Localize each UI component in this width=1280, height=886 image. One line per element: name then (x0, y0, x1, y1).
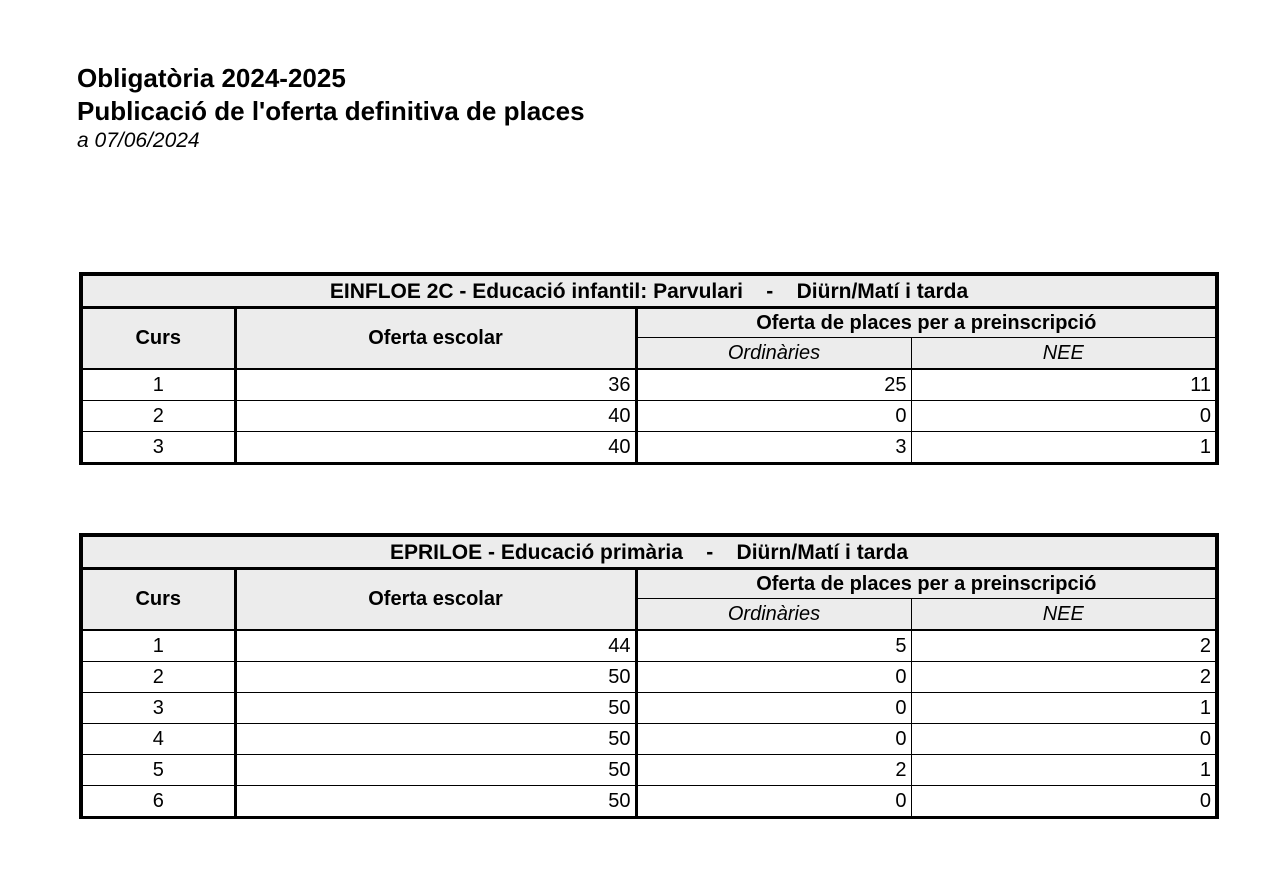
cell-nee: 0 (911, 724, 1217, 755)
publication-date: a 07/06/2024 (77, 129, 200, 152)
cell-curs: 6 (81, 786, 235, 818)
column-header-curs: Curs (81, 308, 235, 370)
cell-ordinaries: 0 (636, 693, 911, 724)
cell-nee: 11 (911, 369, 1217, 401)
cell-curs: 2 (81, 662, 235, 693)
cell-nee: 1 (911, 693, 1217, 724)
cell-curs: 2 (81, 401, 235, 432)
column-header-oferta-escolar: Oferta escolar (235, 308, 636, 370)
cell-nee: 1 (911, 755, 1217, 786)
cell-ordinaries: 0 (636, 786, 911, 818)
cell-curs: 3 (81, 432, 235, 464)
cell-curs: 5 (81, 755, 235, 786)
cell-nee: 2 (911, 630, 1217, 662)
column-header-ordinaries: Ordinàries (636, 338, 911, 370)
table-row (81, 755, 1217, 786)
cell-curs: 1 (81, 369, 235, 401)
table-row (81, 662, 1217, 693)
column-group-header: Oferta de places per a preinscripció (636, 308, 1217, 338)
cell-oferta-escolar: 40 (235, 432, 636, 464)
offer-table-primaria (79, 533, 1219, 819)
cell-oferta-escolar: 50 (235, 755, 636, 786)
cell-ordinaries: 25 (636, 369, 911, 401)
cell-curs: 1 (81, 630, 235, 662)
cell-ordinaries: 0 (636, 724, 911, 755)
table-row (81, 724, 1217, 755)
document-subtitle: Publicació de l'oferta definitiva de places (77, 96, 585, 126)
cell-oferta-escolar: 50 (235, 693, 636, 724)
table-row (81, 786, 1217, 818)
column-header-nee: NEE (911, 599, 1217, 631)
cell-oferta-escolar: 36 (235, 369, 636, 401)
document-title: Obligatòria 2024-2025 (77, 63, 346, 93)
table-title: EPRILOE - Educació primària - Diürn/Matí i tarda (81, 535, 1217, 569)
column-header-oferta-escolar: Oferta escolar (235, 569, 636, 631)
table-title: EINFLOE 2C - Educació infantil: Parvulari - Diürn/Matí i tarda (81, 274, 1217, 308)
cell-ordinaries: 2 (636, 755, 911, 786)
cell-nee: 0 (911, 401, 1217, 432)
table-row (81, 432, 1217, 464)
cell-oferta-escolar: 50 (235, 786, 636, 818)
cell-nee: 1 (911, 432, 1217, 464)
cell-ordinaries: 0 (636, 401, 911, 432)
cell-ordinaries: 5 (636, 630, 911, 662)
column-header-ordinaries: Ordinàries (636, 599, 911, 631)
cell-ordinaries: 3 (636, 432, 911, 464)
column-group-header: Oferta de places per a preinscripció (636, 569, 1217, 599)
cell-oferta-escolar: 40 (235, 401, 636, 432)
cell-oferta-escolar: 44 (235, 630, 636, 662)
table-row (81, 369, 1217, 401)
offer-table-infantil (79, 272, 1219, 465)
table-row (81, 630, 1217, 662)
cell-nee: 2 (911, 662, 1217, 693)
table-row (81, 401, 1217, 432)
document-header (77, 62, 585, 154)
cell-curs: 3 (81, 693, 235, 724)
cell-nee: 0 (911, 786, 1217, 818)
table-row (81, 693, 1217, 724)
column-header-curs: Curs (81, 569, 235, 631)
cell-oferta-escolar: 50 (235, 724, 636, 755)
cell-ordinaries: 0 (636, 662, 911, 693)
column-header-nee: NEE (911, 338, 1217, 370)
cell-oferta-escolar: 50 (235, 662, 636, 693)
cell-curs: 4 (81, 724, 235, 755)
